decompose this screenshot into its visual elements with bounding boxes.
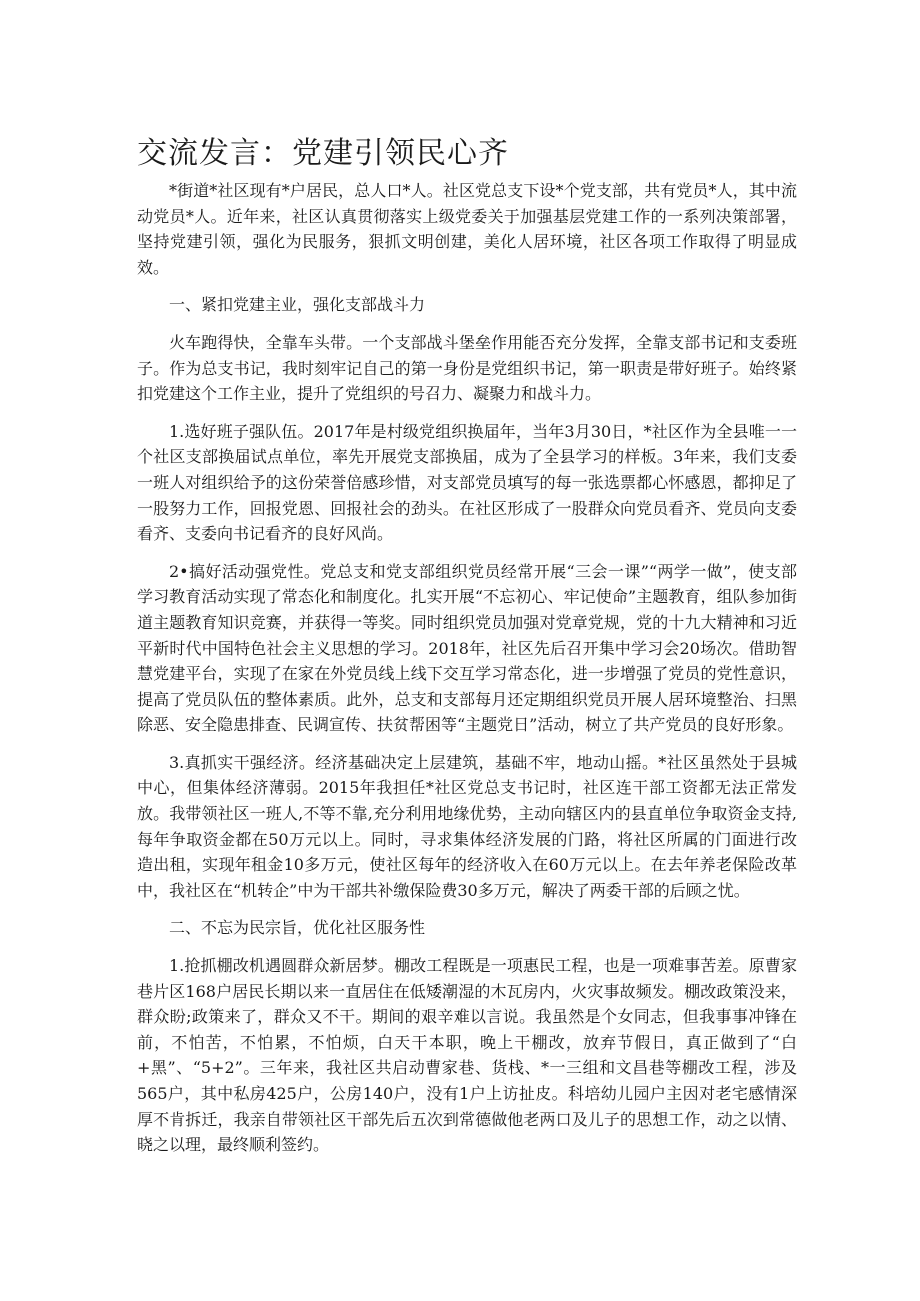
section-1-item-3: 3.真抓实干强经济。经济基础决定上层建筑，基础不牢，地动山摇。*社区虽然处于县城中心，但集体经济薄弱。2015年我担任*社区党总支书记时，社区连干部工资都无法正常发放。我带领社区一班人,不等不靠,充分利用地缘优势，主动向辖区内的县直单位争取资金支持,每年争取资金都在50万元以上。同时，寻求集体经济发展的门路，将社区所属的门面进行改造出租，实现年租金10多万元，使社区每年的经济收入在60万元以上。在去年养老保险改革中，我社区在“机转企”中为干部共补缴保险费30多万元，解决了两委干部的后顾之忧。 bbox=[137, 752, 797, 900]
section-1-item-1: 1.选好班子强队伍。2017年是村级党组织换届年，当年3月30日，*社区作为全县唯一一个社区支部换届试点单位，率先开展党支部换届，成为了全县学习的样板。3年来，我们支委一班人对组织给予的这份荣誉倍感珍惜，对支部党员填写的每一张选票都心怀感恩，都抑足了一股努力工作，回报党恩、回报社会的劲头。在社区形成了一股群众向党员看齐、党员向支委看齐、支委向书记看齐的良好风尚。 bbox=[137, 421, 797, 544]
section-2-heading: 二、不忘为民宗旨，优化社区服务性 bbox=[169, 918, 426, 938]
intro-paragraph: *街道*社区现有*户居民，总人口*人。社区党总支下设*个党支部，共有党员*人，其中流动党员*人。近年来，社区认真贯彻落实上级党委关于加强基层党建工作的一系列决策部署，坚持党建引领，强化为民服务，狠抓文明创建，美化人居环境，社区各项工作取得了明显成效。 bbox=[137, 181, 797, 277]
section-1-item-2: 2•搞好活动强党性。党总支和党支部组织党员经常开展“三会一课”“两学一做”，使支部学习教育活动实现了常态化和制度化。扎实开展“不忘初心、牢记使命”主题教育，组队参加街道主题教育知识竞赛，并获得一等奖。同时组织党员加强对党章党规，党的十九大精神和习近平新时代中国特色社会主义思想的学习。2018年，社区先后召开集中学习会20场次。借助智慧党建平台，实现了在家在外党员线上线下交互学习常态化，进一步增强了党员的党性意识，提高了党员队伍的整体素质。此外，总支和支部每月还定期组织党员开展人居环境整治、扫黑除恶、安全隐患排查、民调宣传、扶贫帮困等“主题党日”活动，树立了共产党员的良好形象。 bbox=[137, 561, 797, 735]
document-body bbox=[137, 178, 797, 1170]
section-2-item-1: 1.抢抓棚改机遇圆群众新居梦。棚改工程既是一项惠民工程，也是一项难事苦差。原曹家巷片区168户居民长期以来一直居住在低矮潮湿的木瓦房内，火灾事故频发。棚改政策没来，群众盼;政策来了，群众又不干。期间的艰辛难以言说。我虽然是个女同志，但我事事冲锋在前，不怕苦，不怕累，不怕烦，白天干本职，晚上干棚改，放弃节假日，真正做到了“白+黑”、“5+2”。三年来，我社区共启动曹家巷、货栈、*一三组和文昌巷等棚改工程，涉及565户，其中私房425户，公房140户，没有1户上访扯皮。科培幼儿园户主因对老宅感情深厚不肯拆迁，我亲自带领社区干部先后五次到常德做他老两口及儿子的思想工作，动之以情、晓之以理，最终顺利签约。 bbox=[137, 956, 797, 1155]
section-1-heading: 一、紧扣党建主业，强化支部战斗力 bbox=[169, 295, 426, 315]
section-1-lead-paragraph: 火车跑得快，全靠车头带。一个支部战斗堡垒作用能否充分发挥，全靠支部书记和支委班子。作为总支书记，我时刻牢记自己的第一身份是党组织书记，第一职责是带好班子。始终紧扣党建这个工作主业，提升了党组织的号召力、凝聚力和战斗力。 bbox=[137, 332, 797, 404]
document-title: 交流发言：党建引领民心齐 bbox=[137, 136, 509, 171]
